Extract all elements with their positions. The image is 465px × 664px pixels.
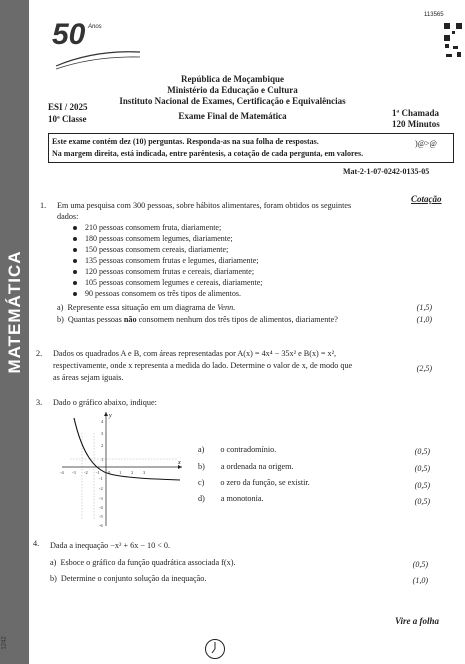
q1-number: 1.: [40, 201, 47, 210]
side-code: 1242: [1, 636, 8, 650]
x-axis-label: x: [178, 460, 181, 466]
bullet-icon: [73, 259, 77, 263]
q4-intro: Dada a inequação −x² + 6x − 10 < 0.: [50, 541, 171, 550]
x-tick: -3: [72, 470, 76, 475]
bullet-icon: [73, 237, 77, 241]
logo-number: 50: [52, 18, 86, 51]
q3-intro: Dado o gráfico abaixo, indique:: [53, 398, 157, 407]
y-tick: -3: [99, 496, 103, 501]
logo-swoosh-icon: [54, 48, 142, 70]
y-tick: -2: [99, 486, 103, 491]
y-tick: -6: [99, 523, 103, 528]
list-item: 120 pessoas consomem frutas e cereais, diariamente;: [73, 266, 263, 277]
list-item: 210 pessoas consomem fruta, diariamente;: [73, 222, 263, 233]
q2-line1: Dados os quadrados A e B, com áreas representadas por A(x) = 4x⁴ − 35x² e B(x) = x²,: [53, 349, 337, 358]
list-item: 90 pessoas consomem os três tipos de alimentos.: [73, 288, 263, 299]
q1-intro-line1: Em uma pesquisa com 300 pessoas, sobre hábitos alimentares, foram obtidos os seguintes: [57, 201, 352, 210]
y-tick: -4: [99, 505, 103, 510]
score-column-header: Cotação: [411, 194, 442, 204]
subject-label: MATEMÁTICA: [5, 250, 24, 374]
x-tick: 0: [108, 470, 111, 475]
q4-number: 4.: [33, 539, 40, 548]
logo-superscript: Anos: [88, 24, 102, 30]
bullet-icon: [73, 226, 77, 230]
x-tick: 3: [143, 470, 146, 475]
instructions-line2: Na margem direita, está indicada, entre parêntesis, a cotação de cada pergunta, em valores.: [52, 149, 364, 158]
list-item: 135 pessoas consomem frutas e legumes, diariamente;: [73, 255, 263, 266]
header-republic: República de Moçambique: [180, 74, 284, 84]
grade: 10ª Classe: [48, 114, 87, 124]
header-institute: Instituto Nacional de Exames, Certificação e Equivalências: [119, 96, 346, 106]
q1b: b) Quantas pessoas não consomem nenhum dos três tipos de alimentos, diariamente?: [57, 315, 338, 324]
reference-code: Mat-2-1-07-0242-0135-05: [343, 167, 430, 176]
q3c-score: (0,5): [414, 481, 430, 490]
q4a: a) Esboce o gráfico da função quadrática associada f(x).: [50, 558, 236, 567]
duration: 120 Minutos: [392, 119, 440, 129]
q2-line2: respectivamente, onde x representa a medida do lado. Determine o valor de x, de modo que: [53, 361, 353, 370]
doc-number: 113565: [424, 12, 444, 18]
q3c: c) o zero da função, se existir.: [198, 478, 310, 487]
exam-title: Exame Final de Matemática: [178, 111, 287, 121]
instructions-mark: )@>@: [415, 139, 437, 148]
q1-intro-line2: dados:: [57, 212, 79, 221]
q3d: d) a monotonia.: [198, 494, 264, 503]
q3b-score: (0,5): [414, 464, 430, 473]
y-axis-label: y: [109, 413, 112, 419]
exam-code: ESI / 2025: [48, 102, 88, 112]
q3-number: 3.: [36, 398, 43, 407]
q4b-score: (1,0): [412, 576, 428, 585]
x-tick: -1: [96, 470, 100, 475]
q2-number: 2.: [36, 349, 43, 358]
y-axis-arrow-icon: [104, 412, 108, 416]
q3b: b) a ordenada na origem.: [198, 462, 294, 471]
list-item: 180 pessoas consomem legumes, diariamente;: [73, 233, 263, 244]
bullet-icon: [73, 292, 77, 296]
call: 1ª Chamada: [392, 108, 439, 118]
q1b-score: (1,0): [416, 315, 432, 324]
bullet-icon: [73, 248, 77, 252]
bullet-icon: [73, 281, 77, 285]
clock-icon: [204, 638, 226, 660]
x-tick: 2: [131, 470, 134, 475]
header-ministry: Ministério da Educação e Cultura: [167, 85, 298, 95]
q1a-score: (1,5): [416, 303, 432, 312]
y-tick: -1: [99, 476, 103, 481]
function-curve: [74, 418, 180, 480]
q3-function-graph: [52, 408, 192, 530]
y-tick: 2: [101, 443, 104, 448]
q1-list: [73, 222, 263, 299]
q2-score: (2,5): [416, 364, 432, 373]
q1a: a) Represente essa situação em um diagrama de Venn.: [57, 303, 236, 312]
bullet-icon: [73, 270, 77, 274]
q2-line3: as áreas sejam iguais.: [53, 373, 124, 382]
y-tick: 3: [101, 431, 104, 436]
q3a: a) o contradomínio.: [198, 445, 277, 454]
x-tick: 1: [119, 470, 122, 475]
y-tick: -5: [99, 514, 103, 519]
instructions-line1: Este exame contém dez (10) perguntas. Responda-as na sua folha de respostas.: [52, 137, 319, 146]
q3a-score: (0,5): [414, 447, 430, 456]
q3d-score: (0,5): [414, 497, 430, 506]
y-tick: 1: [101, 457, 104, 462]
anniversary-logo: [52, 18, 142, 70]
list-item: 105 pessoas consomem legumes e cereais, diariamente;: [73, 277, 263, 288]
x-tick: -4: [60, 470, 64, 475]
q4b: b) Determine o conjunto solução da inequação.: [50, 574, 207, 583]
q4a-score: (0,5): [412, 560, 428, 569]
list-item: 150 pessoas consomem cereais, diariamente;: [73, 244, 263, 255]
x-tick: -2: [84, 470, 88, 475]
qr-code-icon: [443, 22, 463, 62]
turn-page-note: Vire a folha: [395, 616, 440, 626]
y-tick: 4: [101, 419, 104, 424]
instructions-box: [48, 133, 454, 163]
